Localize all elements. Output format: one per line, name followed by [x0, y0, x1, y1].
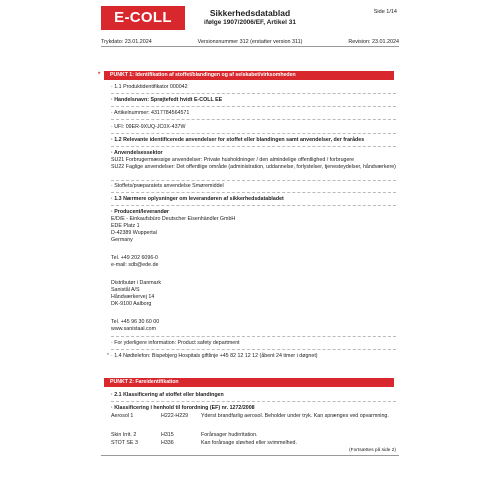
- divider: [111, 192, 396, 193]
- hazard-class: STOT SE 3: [111, 440, 138, 446]
- hazard-statement: Forårsager hudirritation.: [201, 432, 258, 438]
- producer-line: EDE Platz 1: [111, 223, 140, 229]
- meta-row: [101, 39, 399, 45]
- section-1-title: PUNKT 1: Identifikation af stoffet/blandingen og af selskabet/virksomheden: [110, 72, 296, 78]
- divider: [111, 119, 396, 120]
- hazard-class: Aerosol 1: [111, 413, 134, 419]
- producer-line: D-42389 Wuppertal: [111, 230, 157, 236]
- classification-heading: · 2.1 Klassificering af stoffet eller blandingen: [111, 392, 224, 398]
- change-marker-icon: *: [98, 72, 101, 78]
- further-info: · For yderligere information: Product safety department: [111, 340, 240, 346]
- hazard-statement: Yderst brandfarlig aerosol. Beholder under tryk. Kan sprænges ved opvarmning.: [201, 413, 389, 419]
- divider: [111, 401, 396, 402]
- producer-line: Germany: [111, 237, 133, 243]
- section-2-header: [104, 378, 394, 387]
- header-divider: [101, 46, 399, 47]
- section-2-title: PUNKT 2: Fareidentifikation: [110, 379, 179, 385]
- application-line: · Stoffets/præparatets anvendelse Smøremiddel: [111, 183, 224, 189]
- distributor-line: DK-9100 Aalborg: [111, 301, 152, 307]
- hazard-code: H336: [161, 440, 174, 446]
- trade-name: · Handelsnavn: Sprøjtefedt hvidt E-COLL EE: [111, 97, 223, 103]
- su22-line: SU22 Faglige anvendelser: Det offentlige område (administration, uddannelse, forlystelser, tjenesteydelser, håndværkere): [111, 164, 396, 170]
- divider: [111, 336, 396, 337]
- producer-email: e-mail: sdb@ede.de: [111, 262, 159, 268]
- distributor-phone: Tel. +45 96 30 60 00: [111, 319, 160, 325]
- divider: [111, 106, 396, 107]
- version-number: Versionsnummer 312 (erstatter version 311): [197, 39, 303, 45]
- producer-heading: · Producent/leverandør: [111, 209, 169, 215]
- change-marker-icon: *: [107, 353, 110, 359]
- su21-line: SU21 Forbrugermæssige anvendelser: Private husholdninger / den almindelige offentlighed / forbrugere: [111, 157, 355, 163]
- distributor-line: Distributør i Danmark: [111, 280, 162, 286]
- divider: [111, 146, 396, 147]
- use-sector-heading: · Anvendelsessektor: [111, 150, 163, 156]
- section-1-header: [98, 71, 394, 80]
- hazard-code: H222-H229: [161, 413, 189, 419]
- revision-date: Revision: 23.01.2024: [348, 39, 399, 45]
- producer-phone: Tel. +49 202 6096-0: [111, 255, 158, 261]
- product-identifier: · 1.1 Produktidentifikator 000042: [111, 84, 188, 90]
- document-subtitle: ifølge 1907/2006/EF, Artikel 31: [204, 19, 296, 26]
- ecoll-logo: E-COLL: [101, 6, 185, 30]
- article-number: · Artikelnummer: 4317784564571: [111, 110, 190, 116]
- emergency-text: · 1.4 Nødtelefon: Bispebjerg Hospitals giftlinje +45 82 12 12 12 (åbent 24 timer i døgnet): [111, 353, 318, 359]
- document-title: Sikkerhedsdatablad: [209, 8, 291, 18]
- producer-line: E/D/E - Einkaufsbüro Deutscher Eisenhändler GmbH: [111, 216, 236, 222]
- emergency-phone: [107, 353, 396, 360]
- distributor-line: Håndværkervej 14: [111, 294, 155, 300]
- print-date: Trykdato: 23.01.2024: [101, 39, 152, 45]
- distributor-website: www.sanistaal.com: [111, 326, 157, 332]
- uses-heading: · 1.2 Relevante identificerede anvendelser for stoffet eller blandingen samt anvendelser, der frarådes: [111, 137, 365, 143]
- hazard-code: H315: [161, 432, 174, 438]
- supplier-heading: · 1.3 Nærmere oplysninger om leverandøren af sikkerhedsdatabladet: [111, 196, 284, 202]
- continued-note: (Fortsættes på side 2): [349, 448, 396, 453]
- hazard-class: Skin Irrit. 2: [111, 432, 137, 438]
- divider: [111, 93, 396, 94]
- footer-divider: [101, 455, 399, 456]
- page-number: Side 1/14: [373, 9, 397, 15]
- ufi-code: · UFI: 09ER-9XUQ-JC0X-437W: [111, 124, 186, 130]
- hazard-statement: Kan forårsage sløvhed eller svimmelhed.: [201, 440, 297, 446]
- distributor-line: Sanistål A/S: [111, 287, 140, 293]
- regulation-heading: · Klassificering i henhold til forordning (EF) nr. 1272/2008: [111, 405, 255, 411]
- divider: [111, 349, 396, 350]
- divider: [111, 180, 396, 181]
- divider: [111, 205, 396, 206]
- divider: [111, 133, 396, 134]
